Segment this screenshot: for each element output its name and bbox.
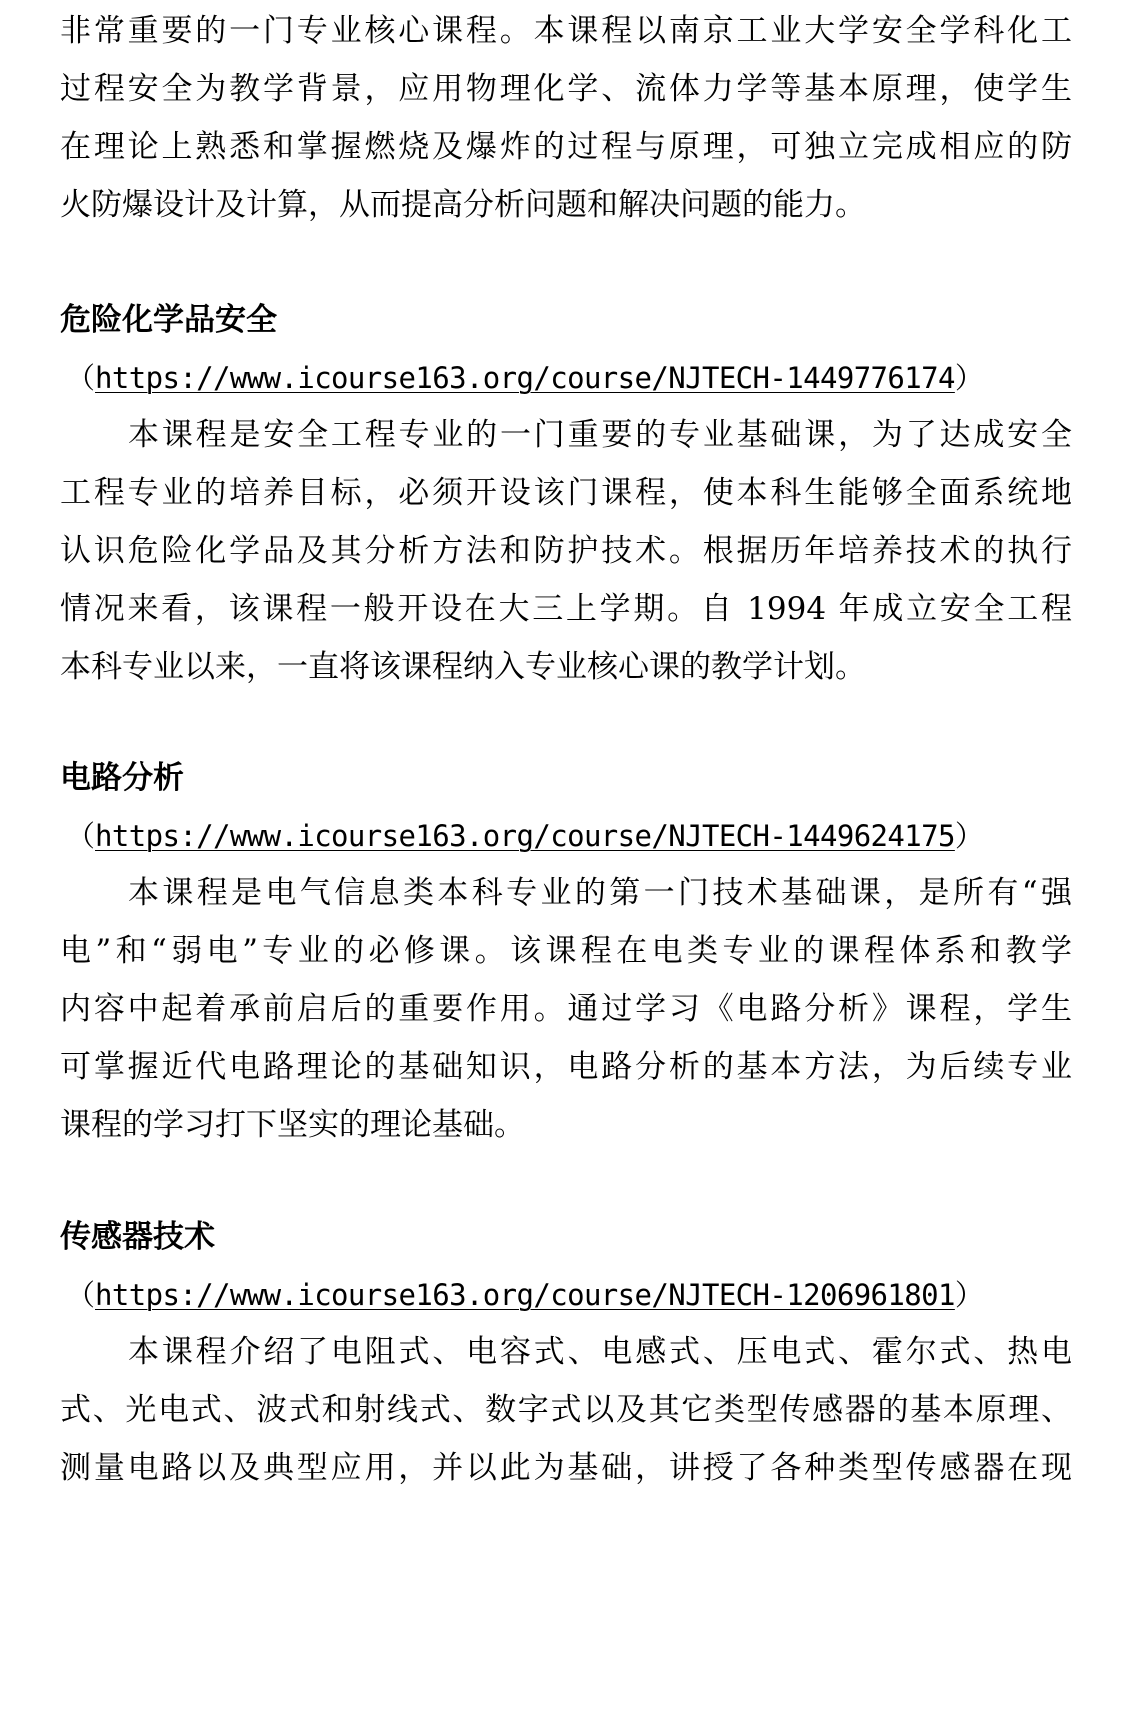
course-url-line: [66, 815, 984, 857]
open-paren: （: [66, 1278, 96, 1312]
open-paren: （: [66, 819, 96, 853]
close-paren: ）: [954, 361, 984, 395]
paragraph-line: 火防爆设计及计算，从而提高分析问题和解决问题的能力。: [60, 187, 866, 223]
paragraph-line: 式、光电式、波式和射线式、数字式以及其它类型传感器的基本原理、: [60, 1392, 1072, 1428]
paragraph-line: 工程专业的培养目标，必须开设该门课程，使本科生能够全面系统地: [60, 475, 1072, 511]
course-title: 传感器技术: [60, 1219, 215, 1255]
close-paren: ）: [954, 819, 984, 853]
paragraph-line: 可掌握近代电路理论的基础知识，电路分析的基本方法，为后续专业: [60, 1049, 1072, 1085]
course-url-line: [66, 1274, 984, 1316]
course-link[interactable]: https://www.icourse163.org/course/NJTECH-1449776174: [95, 361, 955, 395]
open-paren: （: [66, 361, 96, 395]
course-title: 电路分析: [60, 760, 184, 796]
paragraph-line: 本课程是安全工程专业的一门重要的专业基础课，为了达成安全: [128, 417, 1072, 453]
course-link[interactable]: https://www.icourse163.org/course/NJTECH-1206961801: [95, 1278, 955, 1312]
course-url-line: [66, 357, 984, 399]
paragraph-line: 情况来看，该课程一般开设在大三上学期。自 1994 年成立安全工程: [60, 591, 1072, 627]
paragraph-line: 内容中起着承前启后的重要作用。通过学习《电路分析》课程，学生: [60, 991, 1072, 1027]
course-title: 危险化学品安全: [60, 302, 277, 338]
paragraph-line: 测量电路以及典型应用，并以此为基础，讲授了各种类型传感器在现: [60, 1450, 1072, 1486]
paragraph-line: 课程的学习打下坚实的理论基础。: [60, 1107, 525, 1143]
paragraph-line: 非常重要的一门专业核心课程。本课程以南京工业大学安全学科化工: [60, 13, 1072, 49]
paragraph-line: 电”和“弱电”专业的必修课。该课程在电类专业的课程体系和教学: [60, 933, 1072, 969]
course-link[interactable]: https://www.icourse163.org/course/NJTECH-1449624175: [95, 819, 955, 853]
paragraph-line: 本课程介绍了电阻式、电容式、电感式、压电式、霍尔式、热电: [128, 1334, 1072, 1370]
paragraph-line: 在理论上熟悉和掌握燃烧及爆炸的过程与原理，可独立完成相应的防: [60, 129, 1072, 165]
paragraph-line: 本课程是电气信息类本科专业的第一门技术基础课，是所有“强: [128, 875, 1072, 911]
paragraph-line: 认识危险化学品及其分析方法和防护技术。根据历年培养技术的执行: [60, 533, 1072, 569]
paragraph-line: 过程安全为教学背景，应用物理化学、流体力学等基本原理，使学生: [60, 71, 1072, 107]
paragraph-line: 本科专业以来，一直将该课程纳入专业核心课的教学计划。: [60, 649, 866, 685]
close-paren: ）: [954, 1278, 984, 1312]
